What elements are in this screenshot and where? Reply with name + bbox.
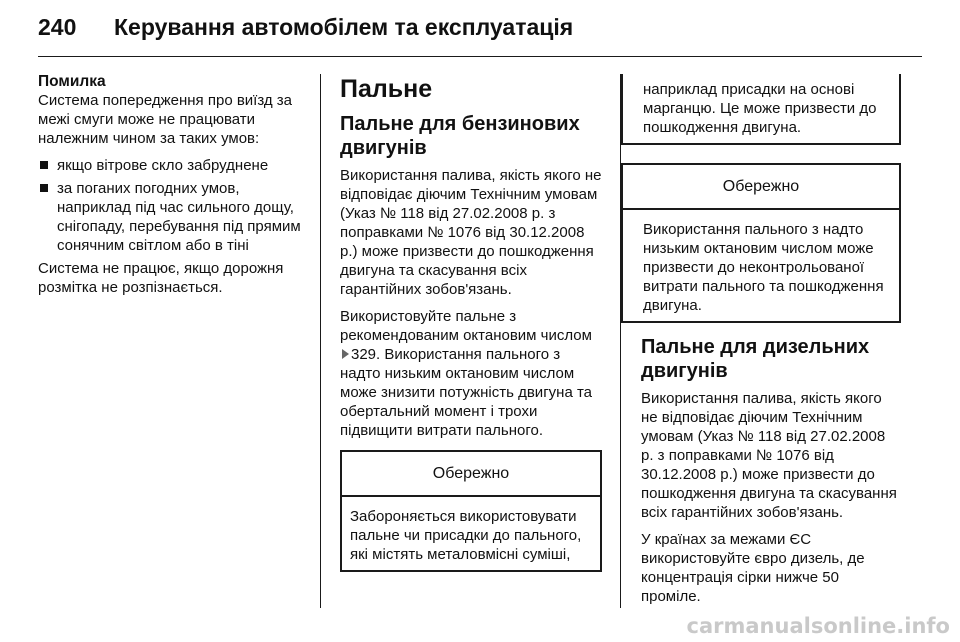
page-number: 240: [38, 14, 77, 40]
header-divider: [38, 56, 922, 57]
diesel-section: [621, 335, 901, 606]
octane-text-end: . Використання пального з надто низьким октановим числом може знизити потужність двигуна та обертальний момент і трохи підвищити витрати пального.: [340, 346, 592, 439]
left-column: [38, 72, 304, 305]
middle-column: [340, 74, 604, 572]
gasoline-subtitle: Пальне для бензинових двигунів: [340, 113, 580, 159]
site-watermark: carmanualsonline.info: [686, 614, 950, 638]
page-reference[interactable]: 329: [351, 346, 377, 363]
page-header: [38, 0, 922, 52]
caution-continuation-text: наприклад присадки на основі марганцю. Це може призвести до пошкодження двигуна.: [643, 81, 877, 136]
octane-text-start: Використовуйте пальне з рекомендованим октановим числом: [340, 308, 592, 344]
right-column: [621, 74, 901, 614]
octane-paragraph: [340, 307, 604, 440]
error-outro-text: Система не працює, якщо дорожня розмітка не розпізнається.: [38, 260, 284, 296]
error-heading: Помилка: [38, 73, 106, 90]
caution-box: [621, 163, 901, 323]
error-intro-text: Система попередження про виїзд за межі смуги може не працювати належним чином за таких умов:: [38, 92, 293, 147]
caution-text: Використання пального з надто низьким октановим числом може призвести до неконтрольованої витрати пального та пошкодження двигуна.: [643, 221, 884, 314]
conditions-list: [38, 156, 304, 255]
list-item: [38, 156, 304, 175]
diesel-paragraph: Використання палива, якість якого не відповідає діючим Технічним умовам (Указ № 118 від 27.02.2008 р. з поправками № 1076 від 30.12.2008 р.) може призвести до пошкодження двигуна та скасування всіх гарантійних зобов'язань.: [641, 390, 897, 521]
caution-box-continued: [621, 74, 901, 145]
caution-box: [340, 450, 602, 572]
gasoline-paragraph: Використання палива, якість якого не відповідає діючим Технічним умовам (Указ № 118 від 27.02.2008 р. з поправками № 1076 від 30.12.2008 р.) може призвести до пошкодження двигуна та скасування всіх гарантійних зобов'язань.: [340, 167, 602, 298]
chapter-title: Керування автомобілем та експлуатація: [114, 14, 574, 40]
diesel-euro-paragraph: У країнах за межами ЄС використовуйте євро дизель, де концентрація сірки нижче 50 проміле.: [641, 531, 865, 605]
square-bullet-icon: [40, 184, 48, 192]
caution-title: Обережно: [623, 165, 899, 210]
caution-text: Забороняється використовувати пальне чи присадки до пального, які містять металовмісні суміші,: [350, 508, 582, 563]
page-reference-arrow-icon: [342, 349, 349, 359]
caution-title: Обережно: [342, 452, 600, 497]
list-item-text: якщо вітрове скло забруднене: [57, 157, 269, 174]
section-title: Пальне: [340, 75, 433, 103]
list-item-text: за поганих погодних умов, наприклад під час сильного дощу, снігопаду, перебування під прямим сонячним світлом або в тіні: [57, 180, 301, 254]
list-item: [38, 179, 304, 255]
diesel-subtitle: Пальне для дизельних двигунів: [641, 336, 870, 382]
column-divider: [320, 74, 321, 608]
square-bullet-icon: [40, 161, 48, 169]
